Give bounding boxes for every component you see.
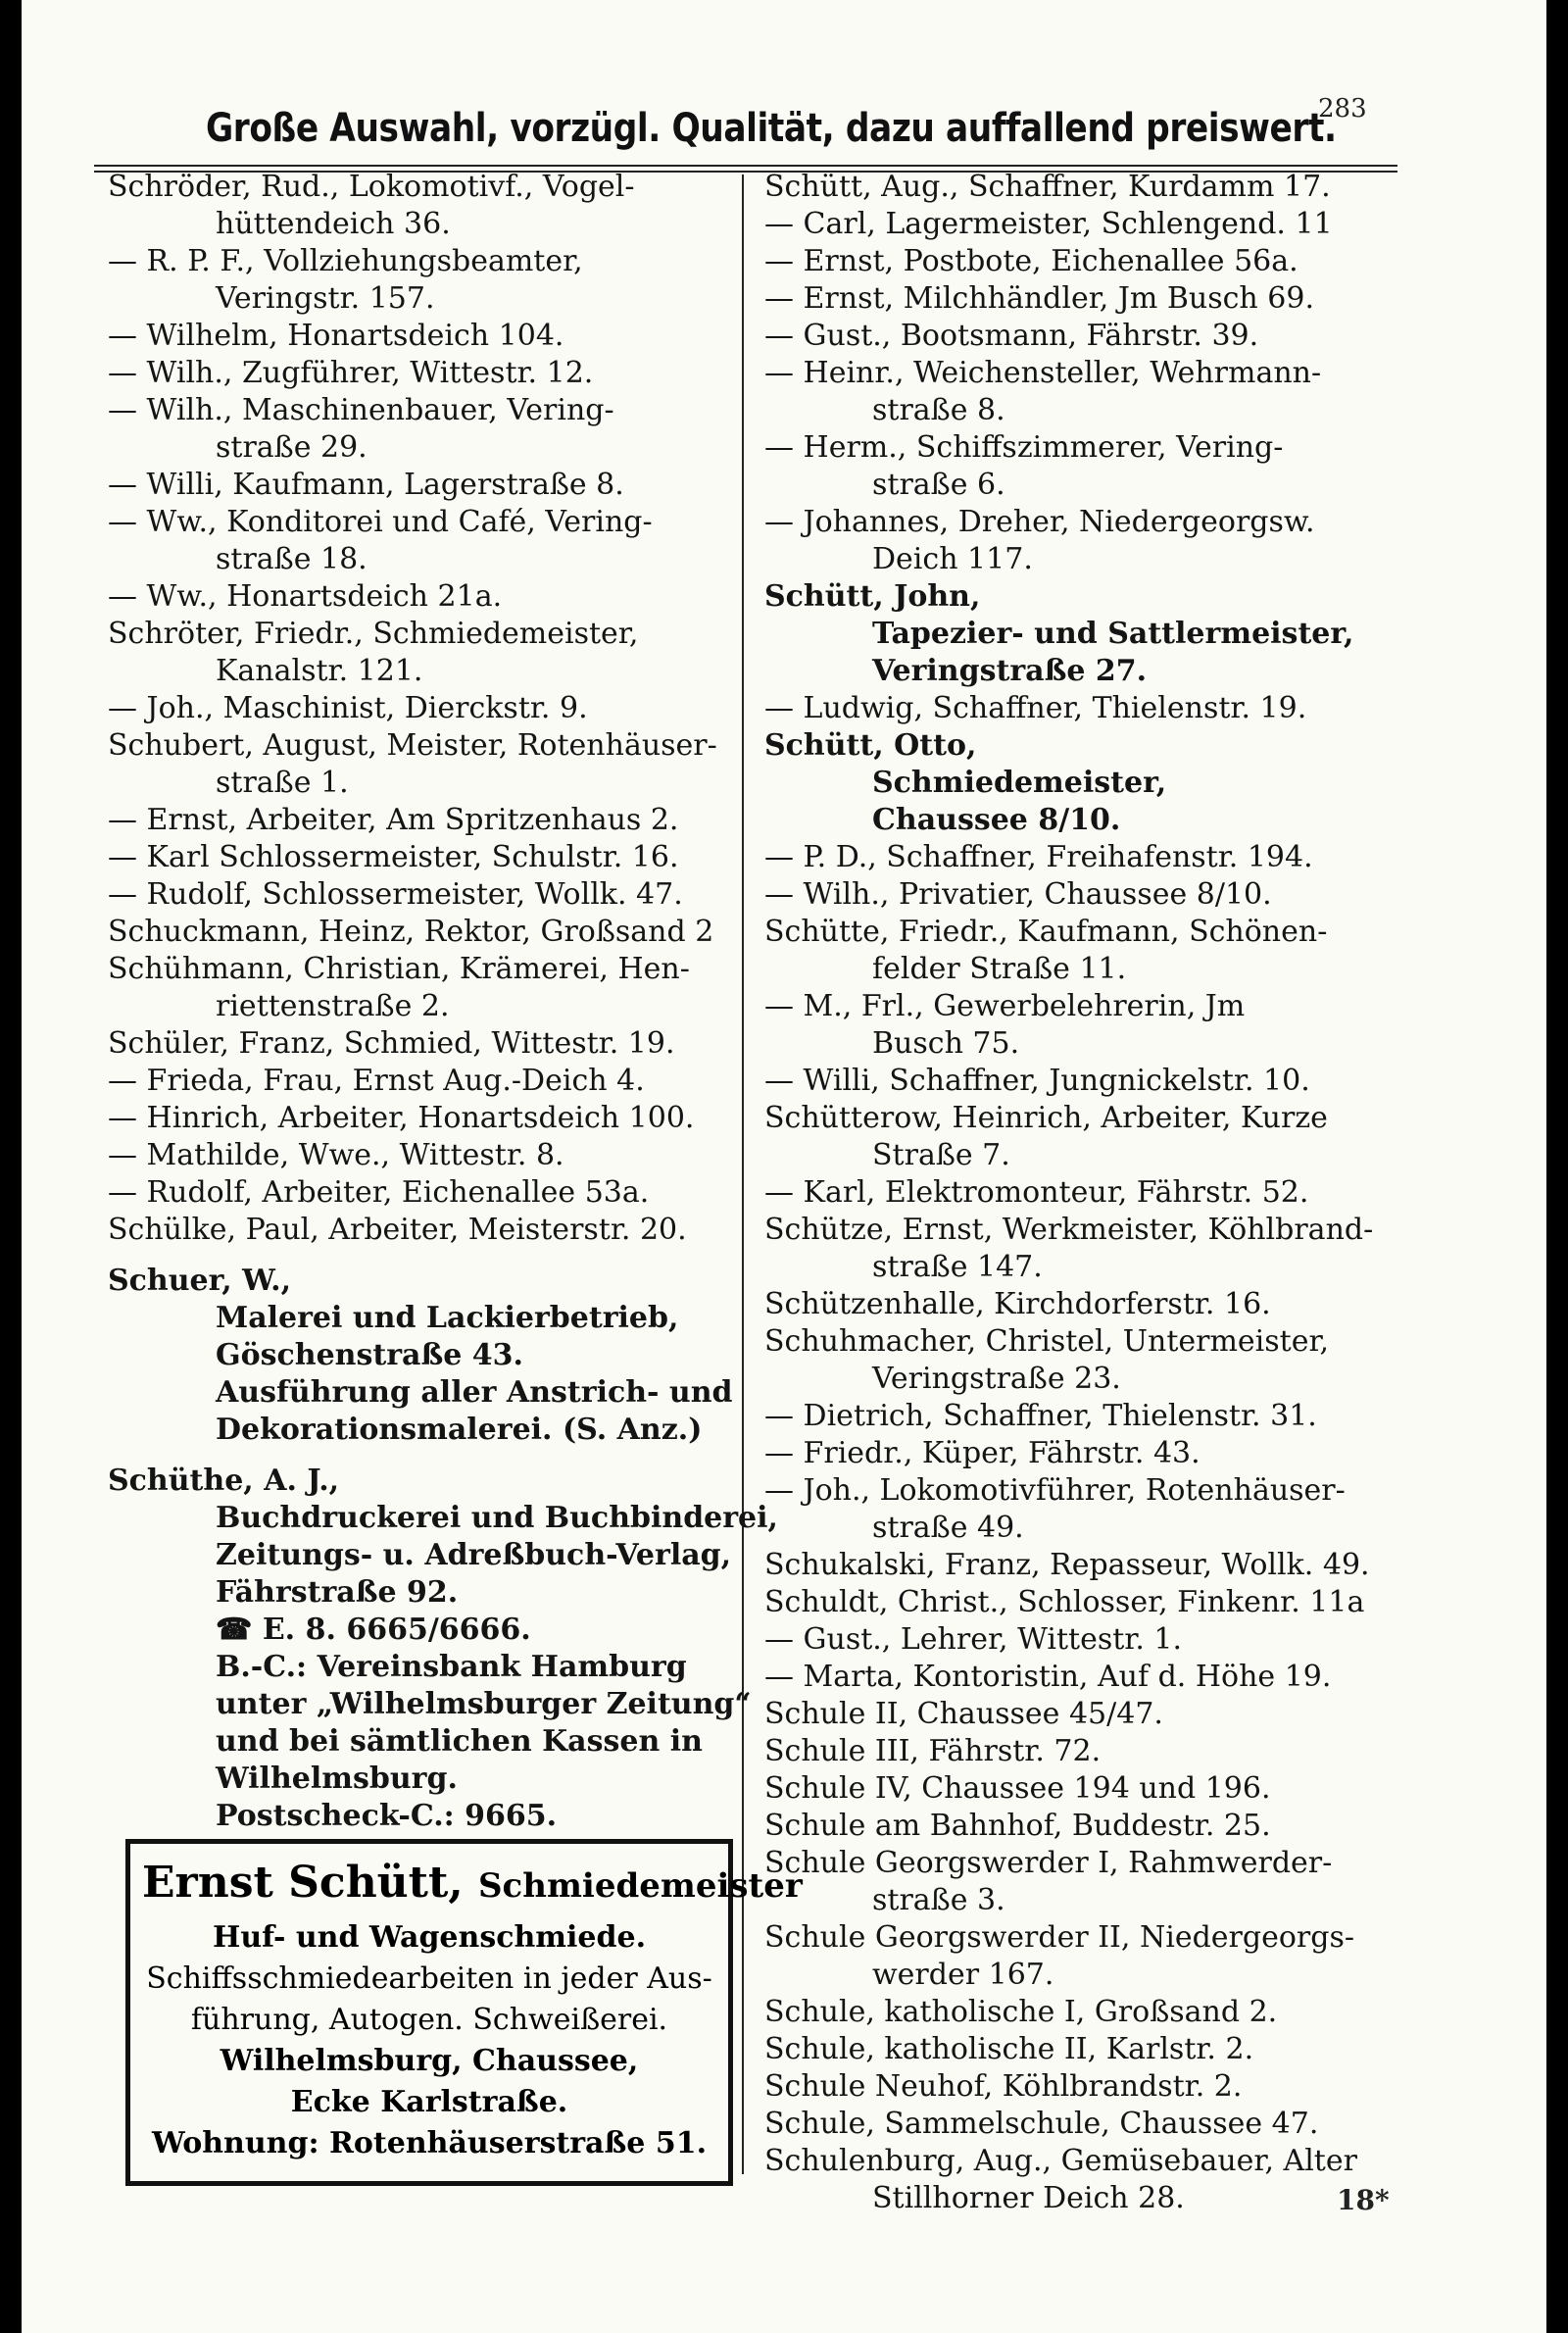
advertisement-line: Wohnung: Rotenhäuserstraße 51. — [151, 2126, 708, 2160]
directory-entry: Göschenstraße 43. — [216, 1338, 524, 1372]
directory-entry: — Willi, Kaufmann, Lagerstraße 8. — [108, 468, 624, 502]
directory-entry: Schulenburg, Aug., Gemüsebauer, Alter — [764, 2144, 1357, 2178]
directory-entry: Schmiedemeister, — [872, 766, 1167, 800]
directory-entry: Chaussee 8/10. — [872, 803, 1121, 837]
directory-entry-continuation: Stillhorner Deich 28. — [872, 2181, 1185, 2215]
advertisement-line: führung, Autogen. Schweißerei. — [190, 2003, 668, 2037]
directory-entry: Tapezier- und Sattlermeister, — [872, 617, 1354, 651]
directory-entry: Dekorationsmalerei. (S. Anz.) — [216, 1413, 703, 1447]
directory-entry: — P. D., Schaffner, Freihafenstr. 194. — [764, 840, 1313, 874]
directory-entry: Schröder, Rud., Lokomotivf., Vogel- — [108, 170, 635, 204]
directory-entry: Schule IV, Chaussee 194 und 196. — [764, 1771, 1271, 1806]
directory-entry: — Wilh., Zugführer, Wittestr. 12. — [108, 356, 594, 390]
directory-entry: — Frieda, Frau, Ernst Aug.-Deich 4. — [108, 1064, 645, 1098]
directory-entry-continuation: riettenstraße 2. — [216, 989, 450, 1023]
directory-entry: Schule, Sammelschule, Chaussee 47. — [764, 2107, 1319, 2141]
directory-entry: Schule Neuhof, Köhlbrandstr. 2. — [764, 2069, 1243, 2104]
directory-entry: ☎ E. 8. 6665/6666. — [216, 1613, 531, 1647]
directory-entry: — Ww., Konditorei und Café, Vering- — [108, 505, 653, 539]
advertisement-line: Huf- und Wagenschmiede. — [212, 1920, 647, 1955]
directory-entry-continuation: Deich 117. — [872, 542, 1033, 576]
directory-entry: Schütze, Ernst, Werkmeister, Köhlbrand- — [764, 1213, 1374, 1247]
directory-entry: Schule, katholische II, Karlstr. 2. — [764, 2032, 1254, 2066]
directory-entry: Schütt, John, — [764, 579, 981, 614]
directory-entry: Schule III, Fährstr. 72. — [764, 1734, 1102, 1768]
block-spacer — [108, 1249, 735, 1263]
advertisement-line: Ecke Karlstraße. — [290, 2085, 568, 2119]
directory-entry: unter „Wilhelmsburger Zeitung“ — [216, 1687, 752, 1721]
directory-entry: Schühmann, Christian, Krämerei, Hen- — [108, 952, 690, 986]
advertisement-trade: Schmiedemeister — [477, 1866, 803, 1906]
directory-entry: — Karl, Elektromonteur, Fährstr. 52. — [764, 1175, 1309, 1210]
directory-entry: — Wilh., Maschinenbauer, Vering- — [108, 393, 614, 427]
directory-entry: — Gust., Lehrer, Wittestr. 1. — [764, 1622, 1183, 1657]
directory-entry: — Friedr., Küper, Fährstr. 43. — [764, 1436, 1200, 1470]
signature-mark: 18* — [1337, 2184, 1390, 2216]
directory-entry-continuation: straße 8. — [872, 393, 1005, 427]
directory-entry: Schütt, Aug., Schaffner, Kurdamm 17. — [764, 170, 1331, 204]
directory-entry-continuation: hüttendeich 36. — [216, 207, 451, 241]
directory-entry: — Marta, Kontoristin, Auf d. Höhe 19. — [764, 1660, 1332, 1694]
directory-entry: Schule II, Chaussee 45/47. — [764, 1697, 1163, 1731]
directory-entry-continuation: straße 147. — [872, 1250, 1043, 1284]
page-number: 283 — [1318, 94, 1367, 124]
block-spacer — [108, 1449, 735, 1463]
directory-entry: Postscheck-C.: 9665. — [216, 1799, 558, 1833]
directory-entry: — Willi, Schaffner, Jungnickelstr. 10. — [764, 1064, 1310, 1098]
directory-entry: Zeitungs- u. Adreßbuch-Verlag, — [216, 1538, 732, 1572]
directory-entry-continuation: werder 167. — [872, 1958, 1054, 1992]
directory-entry: Schukalski, Franz, Repasseur, Wollk. 49. — [764, 1548, 1370, 1582]
directory-entry: Schüler, Franz, Schmied, Wittestr. 19. — [108, 1026, 675, 1061]
directory-entry: — Mathilde, Wwe., Wittestr. 8. — [108, 1138, 564, 1172]
directory-entry: — Wilh., Privatier, Chaussee 8/10. — [764, 877, 1272, 912]
directory-entry: — Ernst, Postbote, Eichenallee 56a. — [764, 244, 1298, 278]
directory-entry-continuation: Veringstr. 157. — [216, 281, 435, 316]
directory-entry: Schule am Bahnhof, Buddestr. 25. — [764, 1809, 1271, 1843]
directory-entry: Schüthe, A. J., — [108, 1464, 340, 1498]
directory-entry: Schuldt, Christ., Schlosser, Finkenr. 11a — [764, 1585, 1365, 1619]
advertisement-line: Wilhelmsburg, Chaussee, — [220, 2044, 639, 2078]
header-rule-top — [94, 165, 1397, 167]
directory-entry: — Wilhelm, Honartsdeich 104. — [108, 319, 564, 353]
left-column — [108, 169, 778, 1835]
directory-entry: Schülke, Paul, Arbeiter, Meisterstr. 20. — [108, 1213, 687, 1247]
directory-entry: Schuhmacher, Christel, Untermeister, — [764, 1324, 1330, 1359]
advertisement-title — [142, 1852, 803, 1917]
directory-entry: Schule Georgswerder I, Rahmwerder- — [764, 1846, 1333, 1880]
directory-entry: Schuckmann, Heinz, Rektor, Großsand 2 — [108, 915, 714, 949]
directory-entry: — Karl Schlossermeister, Schulstr. 16. — [108, 840, 679, 874]
directory-entry: Schütt, Otto, — [764, 728, 977, 763]
directory-entry: — Herm., Schiffszimmerer, Vering- — [764, 430, 1284, 465]
directory-entry: Schütterow, Heinrich, Arbeiter, Kurze — [764, 1101, 1328, 1135]
directory-entry-continuation: Veringstraße 23. — [872, 1362, 1121, 1396]
directory-entry: — Johannes, Dreher, Niedergeorgsw. — [764, 505, 1315, 539]
advertisement-content — [142, 1852, 803, 2164]
directory-entry: Veringstraße 27. — [872, 654, 1148, 688]
directory-entry: — Carl, Lagermeister, Schlengend. 11 — [764, 207, 1333, 241]
directory-entry-continuation: Straße 7. — [872, 1138, 1010, 1172]
directory-entry-continuation: Kanalstr. 121. — [216, 654, 423, 688]
header-slogan: Große Auswahl, vorzügl. Qualität, dazu auffallend preiswert. — [206, 106, 1337, 151]
directory-entry-continuation: straße 3. — [872, 1883, 1005, 1917]
directory-entry: und bei sämtlichen Kassen in — [216, 1724, 703, 1759]
directory-entry: — Dietrich, Schaffner, Thielenstr. 31. — [764, 1399, 1317, 1433]
directory-entry: — Ernst, Milchhändler, Jm Busch 69. — [764, 281, 1314, 316]
directory-entry-continuation: straße 49. — [872, 1511, 1024, 1545]
directory-entry: — Gust., Bootsmann, Fährstr. 39. — [764, 319, 1259, 353]
advertisement-name: Ernst Schütt, — [142, 1858, 464, 1908]
directory-entry: — Joh., Lokomotivführer, Rotenhäuser- — [764, 1473, 1346, 1508]
right-column — [764, 169, 1411, 2217]
directory-entry: — Hinrich, Arbeiter, Honartsdeich 100. — [108, 1101, 695, 1135]
directory-entry: Schubert, August, Meister, Rotenhäuser- — [108, 728, 717, 763]
directory-entry: — Ww., Honartsdeich 21a. — [108, 579, 503, 614]
directory-entry: — Joh., Maschinist, Dierckstr. 9. — [108, 691, 588, 725]
advertisement-line: Schiffsschmiedearbeiten in jeder Aus- — [146, 1961, 712, 1996]
directory-entry: B.-C.: Vereinsbank Hamburg — [216, 1650, 687, 1684]
directory-entry-continuation: felder Straße 11. — [872, 952, 1127, 986]
advertisement-box — [125, 1839, 803, 2186]
directory-entry: — Rudolf, Schlossermeister, Wollk. 47. — [108, 877, 683, 912]
directory-entry-continuation: straße 18. — [216, 542, 368, 576]
directory-entry: Buchdruckerei und Buchbinderei, — [216, 1501, 778, 1535]
directory-entry: Fährstraße 92. — [216, 1575, 459, 1610]
directory-entry: — R. P. F., Vollziehungsbeamter, — [108, 244, 583, 278]
directory-entry-continuation: straße 1. — [216, 766, 349, 800]
directory-entry: Wilhelmsburg. — [216, 1762, 458, 1796]
directory-entry-continuation: Busch 75. — [872, 1026, 1020, 1061]
directory-entry: Schütte, Friedr., Kaufmann, Schönen- — [764, 915, 1328, 949]
directory-entry-continuation: straße 29. — [216, 430, 368, 465]
directory-entry: Schule, katholische I, Großsand 2. — [764, 1995, 1278, 2029]
directory-entry: Malerei und Lackierbetrieb, — [216, 1301, 679, 1335]
directory-entry: — Rudolf, Arbeiter, Eichenallee 53a. — [108, 1175, 650, 1210]
directory-entry: Schuer, W., — [108, 1264, 292, 1298]
directory-entry: Schröter, Friedr., Schmiedemeister, — [108, 617, 639, 651]
page-header — [206, 106, 1337, 163]
directory-entry: — M., Frl., Gewerbelehrerin, Jm — [764, 989, 1246, 1023]
directory-entry: — Ernst, Arbeiter, Am Spritzenhaus 2. — [108, 803, 679, 837]
directory-entry: — Ludwig, Schaffner, Thielenstr. 19. — [764, 691, 1307, 725]
directory-entry: Schule Georgswerder II, Niedergeorgs- — [764, 1920, 1354, 1955]
directory-entry: Ausführung aller Anstrich- und — [216, 1375, 733, 1410]
directory-entry: Schützenhalle, Kirchdorferstr. 16. — [764, 1287, 1271, 1321]
directory-entry: — Heinr., Weichensteller, Wehrmann- — [764, 356, 1322, 390]
directory-entry-continuation: straße 6. — [872, 468, 1005, 502]
